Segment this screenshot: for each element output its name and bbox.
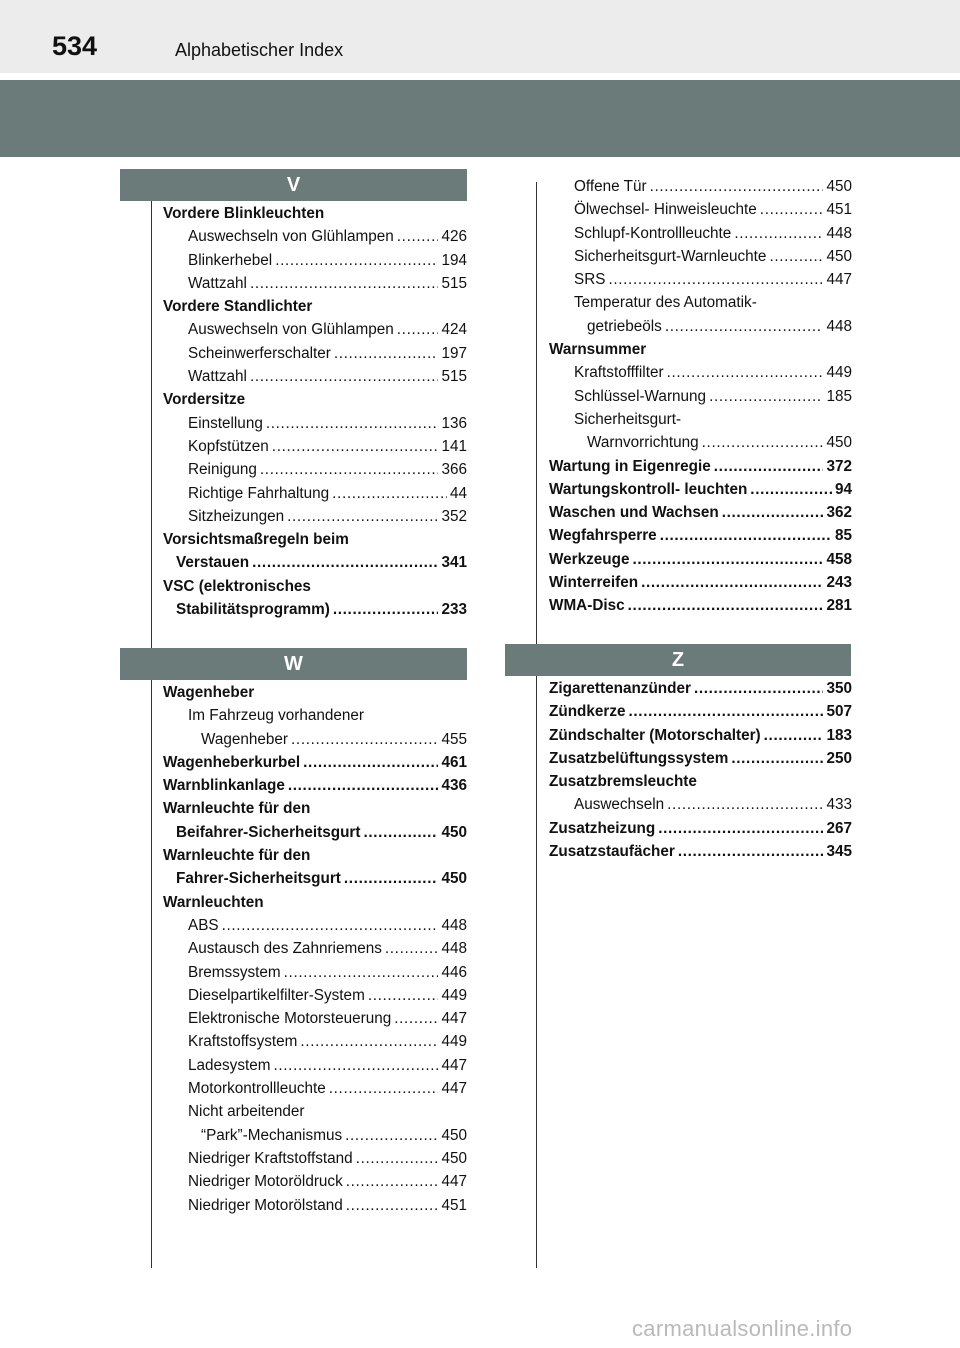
index-entry bbox=[163, 984, 467, 1007]
index-entry-page: 515 bbox=[441, 274, 467, 292]
index-entry-page: 243 bbox=[826, 574, 852, 592]
index-entry-page: 449 bbox=[441, 986, 467, 1004]
dot-leader bbox=[284, 961, 439, 984]
index-entry-term: Auswechseln von Glühlampen bbox=[188, 228, 394, 246]
index-entry-term: Waschen und Wachsen bbox=[549, 504, 719, 522]
dot-leader bbox=[709, 385, 823, 408]
page-header bbox=[0, 0, 960, 73]
index-entry bbox=[163, 272, 467, 295]
index-entry-term: Schlüssel-Warnung bbox=[574, 387, 707, 405]
index-entry bbox=[163, 961, 467, 984]
index-entry-page: 447 bbox=[441, 1173, 467, 1191]
index-entry bbox=[549, 198, 852, 221]
index-entry-term: Ölwechsel- Hinweisleuchte bbox=[574, 201, 757, 219]
dot-leader bbox=[346, 1170, 439, 1193]
index-entry-term: Reinigung bbox=[188, 461, 257, 479]
index-entry-page: 450 bbox=[441, 1149, 467, 1167]
dot-leader bbox=[667, 361, 824, 384]
dot-leader bbox=[641, 571, 823, 594]
index-entry-term: WMA-Disc bbox=[549, 597, 625, 615]
index-entry bbox=[163, 681, 467, 704]
dot-leader bbox=[658, 817, 823, 840]
index-entry-term: Scheinwerferschalter bbox=[188, 344, 331, 362]
index-entry-term: Sicherheitsgurt- bbox=[574, 410, 682, 428]
index-entry bbox=[549, 793, 852, 816]
dot-leader bbox=[628, 594, 824, 617]
index-entry-term: Winterreifen bbox=[549, 574, 639, 592]
dot-leader bbox=[394, 1007, 438, 1030]
index-entry-page: 448 bbox=[826, 224, 852, 242]
index-entry-page: 455 bbox=[441, 730, 467, 748]
index-entry-term: Elektronische Motorsteuerung bbox=[188, 1010, 392, 1028]
index-entry bbox=[163, 435, 467, 458]
index-entry-term: Wagenheber bbox=[201, 730, 289, 748]
index-entry bbox=[163, 728, 467, 751]
index-entry bbox=[163, 774, 467, 797]
index-entry-term: Vorsichtsmaßregeln beim bbox=[163, 531, 349, 549]
index-entry bbox=[163, 937, 467, 960]
index-entry-term: Motorkontrollleuchte bbox=[188, 1080, 326, 1098]
index-entry bbox=[163, 867, 467, 890]
index-entry-page: 507 bbox=[826, 703, 852, 721]
index-entry bbox=[163, 505, 467, 528]
index-entry-term: Ladesystem bbox=[188, 1056, 271, 1074]
index-entry bbox=[163, 1194, 467, 1217]
index-entry bbox=[163, 751, 467, 774]
dot-leader bbox=[300, 1030, 438, 1053]
dot-leader bbox=[303, 751, 438, 774]
index-entry-page: 450 bbox=[441, 870, 467, 888]
index-entry-page: 433 bbox=[826, 796, 852, 814]
index-entry-page: 250 bbox=[826, 749, 852, 767]
index-entry-term: Dieselpartikelfilter-System bbox=[188, 986, 365, 1004]
index-entry bbox=[163, 844, 467, 867]
section-header-z: Z bbox=[505, 644, 851, 676]
index-entry bbox=[163, 1147, 467, 1170]
index-entry bbox=[549, 524, 852, 547]
index-entry-page: 44 bbox=[449, 484, 467, 502]
dot-leader bbox=[344, 867, 439, 890]
index-entry-page: 515 bbox=[441, 368, 467, 386]
dot-leader bbox=[273, 1054, 438, 1077]
index-entry bbox=[549, 677, 852, 700]
dot-leader bbox=[760, 198, 824, 221]
dot-leader bbox=[346, 1194, 439, 1217]
dot-leader bbox=[363, 821, 438, 844]
dot-leader bbox=[660, 524, 832, 547]
index-entry bbox=[163, 1100, 467, 1123]
index-entry-term: Temperatur des Automatik- bbox=[574, 294, 757, 312]
dot-leader bbox=[722, 501, 824, 524]
index-entry-page: 448 bbox=[441, 916, 467, 934]
index-entry-term: Nicht arbeitender bbox=[188, 1103, 305, 1121]
dot-leader bbox=[694, 677, 824, 700]
index-entry-term: Zündschalter (Motorschalter) bbox=[549, 726, 761, 744]
index-entry-page: 94 bbox=[834, 480, 852, 498]
index-entry-page: 447 bbox=[441, 1056, 467, 1074]
index-entry-page: 352 bbox=[441, 507, 467, 525]
right-column-rule bbox=[536, 182, 537, 1268]
index-entry-term: Warnleuchten bbox=[163, 893, 264, 911]
dot-leader bbox=[334, 342, 439, 365]
index-entry bbox=[163, 821, 467, 844]
dot-leader bbox=[702, 431, 824, 454]
index-entry-term: Zigarettenanzünder bbox=[549, 680, 691, 697]
index-entry bbox=[549, 315, 852, 338]
dot-leader bbox=[678, 840, 824, 863]
index-entry-term: Wattzahl bbox=[188, 274, 247, 292]
section-header-v: V bbox=[120, 169, 467, 201]
index-list-w-right bbox=[549, 175, 852, 618]
index-entry-page: 197 bbox=[441, 344, 467, 362]
index-list-w-left bbox=[163, 681, 467, 1217]
index-entry bbox=[163, 704, 467, 727]
index-entry-term: Wartungskontroll- leuchten bbox=[549, 480, 748, 498]
index-entry bbox=[163, 342, 467, 365]
index-entry-page: 447 bbox=[441, 1080, 467, 1098]
dot-leader bbox=[332, 482, 447, 505]
left-column-rule bbox=[151, 200, 152, 1268]
dot-leader bbox=[731, 747, 823, 770]
index-entry bbox=[163, 1170, 467, 1193]
section-header-w: W bbox=[120, 648, 467, 680]
index-entry bbox=[549, 700, 852, 723]
index-entry bbox=[549, 548, 852, 571]
index-entry-term: Zusatzstaufächer bbox=[549, 843, 675, 861]
index-entry bbox=[549, 385, 852, 408]
dot-leader bbox=[260, 458, 439, 481]
index-entry bbox=[163, 914, 467, 937]
dot-leader bbox=[288, 774, 439, 797]
index-entry-term: “Park”-Mechanismus bbox=[201, 1126, 343, 1144]
index-entry-term: Auswechseln von Glühlampen bbox=[188, 321, 394, 339]
index-entry-term: Niedriger Motoröldruck bbox=[188, 1173, 343, 1191]
index-entry-page: 141 bbox=[441, 437, 467, 455]
index-entry bbox=[163, 1077, 467, 1100]
index-entry bbox=[163, 249, 467, 272]
index-entry-term: Offene Tür bbox=[574, 178, 647, 195]
index-entry-term: Wagenheberkurbel bbox=[163, 753, 301, 771]
index-entry bbox=[549, 747, 852, 770]
index-entry-term: Auswechseln bbox=[574, 796, 665, 814]
dot-leader bbox=[333, 598, 439, 621]
header-band bbox=[0, 80, 960, 157]
dot-leader bbox=[250, 272, 439, 295]
index-entry-term: Zündkerze bbox=[549, 703, 626, 721]
index-entry-term: Verstauen bbox=[176, 554, 250, 572]
index-entry bbox=[163, 891, 467, 914]
index-entry bbox=[163, 388, 467, 411]
dot-leader bbox=[667, 793, 823, 816]
dot-leader bbox=[356, 1147, 439, 1170]
index-entry-term: SRS bbox=[574, 271, 606, 289]
index-entry bbox=[163, 412, 467, 435]
index-entry bbox=[549, 724, 852, 747]
index-entry-page: 447 bbox=[826, 271, 852, 289]
index-entry-term: Schlupf-Kontrollleuchte bbox=[574, 224, 732, 242]
index-entry-term: Richtige Fahrhaltung bbox=[188, 484, 330, 502]
index-entry-page: 233 bbox=[441, 601, 467, 619]
index-entry-page: 449 bbox=[826, 364, 852, 382]
index-entry-page: 281 bbox=[826, 597, 852, 615]
index-entry-term: Niedriger Kraftstoffstand bbox=[188, 1149, 353, 1167]
watermark: carmanualsonline.info bbox=[632, 1316, 853, 1341]
index-entry bbox=[163, 551, 467, 574]
index-entry-term: Wartung in Eigenregie bbox=[549, 457, 711, 475]
dot-leader bbox=[397, 318, 439, 341]
index-entry bbox=[163, 598, 467, 621]
dot-leader bbox=[629, 700, 824, 723]
index-entry-page: 436 bbox=[441, 777, 467, 795]
index-entry-page: 450 bbox=[441, 1126, 467, 1144]
dot-leader bbox=[769, 245, 823, 268]
index-entry-term: Im Fahrzeug vorhandener bbox=[188, 707, 365, 725]
index-entry bbox=[163, 318, 467, 341]
dot-leader bbox=[222, 914, 439, 937]
dot-leader bbox=[266, 412, 439, 435]
index-entry-page: 426 bbox=[441, 228, 467, 246]
index-entry-term: Vordere Standlichter bbox=[163, 298, 313, 316]
index-entry-page: 194 bbox=[441, 251, 467, 269]
index-list-z bbox=[549, 677, 852, 863]
index-entry bbox=[549, 175, 852, 198]
index-entry bbox=[549, 361, 852, 384]
index-entry-term: Kraftstofffilter bbox=[574, 364, 664, 382]
dot-leader bbox=[608, 268, 823, 291]
index-entry-page: 183 bbox=[826, 726, 852, 744]
index-entry-term: Werkzeuge bbox=[549, 550, 630, 568]
index-entry-page: 451 bbox=[441, 1196, 467, 1214]
page-number: 534 bbox=[52, 31, 98, 61]
index-entry-term: Blinkerhebel bbox=[188, 251, 273, 269]
index-entry bbox=[549, 268, 852, 291]
index-entry-page: 185 bbox=[826, 387, 852, 405]
index-entry-page: 450 bbox=[826, 247, 852, 265]
index-entry-term: Warnleuchte für den bbox=[163, 800, 311, 818]
index-entry-term: Wegfahrsperre bbox=[549, 527, 657, 545]
index-entry-page: 450 bbox=[826, 178, 852, 195]
dot-leader bbox=[750, 478, 832, 501]
index-entry-term: Wattzahl bbox=[188, 368, 247, 386]
index-entry-page: 450 bbox=[441, 823, 467, 841]
index-entry bbox=[549, 817, 852, 840]
dot-leader bbox=[250, 365, 439, 388]
index-entry bbox=[549, 501, 852, 524]
index-entry bbox=[549, 222, 852, 245]
dot-leader bbox=[287, 505, 438, 528]
dot-leader bbox=[397, 225, 439, 248]
index-entry-term: Zusatzbelüftungssystem bbox=[549, 749, 729, 767]
index-entry-term: Beifahrer-Sicherheitsgurt bbox=[176, 823, 361, 841]
index-entry bbox=[163, 1030, 467, 1053]
index-entry bbox=[549, 770, 852, 793]
page-title: Alphabetischer Index bbox=[175, 40, 344, 60]
index-entry-page: 461 bbox=[441, 753, 467, 771]
index-entry-term: Stabilitätsprogramm) bbox=[176, 601, 330, 619]
index-entry-page: 350 bbox=[826, 680, 852, 697]
index-entry-term: Wagenheber bbox=[163, 684, 255, 701]
index-entry bbox=[549, 571, 852, 594]
dot-leader bbox=[275, 249, 438, 272]
index-entry bbox=[163, 1054, 467, 1077]
index-entry-page: 345 bbox=[826, 843, 852, 861]
index-entry bbox=[549, 840, 852, 863]
index-entry-term: Vordersitze bbox=[163, 391, 246, 409]
index-entry-page: 458 bbox=[826, 550, 852, 568]
index-entry-term: Warnblinkanlage bbox=[163, 777, 285, 795]
index-entry-page: 448 bbox=[441, 940, 467, 958]
index-entry bbox=[163, 458, 467, 481]
index-entry-term: Fahrer-Sicherheitsgurt bbox=[176, 870, 341, 888]
index-entry-term: Warnvorrichtung bbox=[587, 434, 699, 452]
dot-leader bbox=[368, 984, 439, 1007]
index-entry bbox=[549, 478, 852, 501]
dot-leader bbox=[345, 1124, 438, 1147]
index-entry-page: 372 bbox=[826, 457, 852, 475]
index-entry bbox=[163, 202, 467, 225]
index-entry-page: 450 bbox=[826, 434, 852, 452]
index-entry bbox=[163, 1007, 467, 1030]
index-entry-page: 85 bbox=[834, 527, 852, 545]
index-entry-term: ABS bbox=[188, 916, 219, 934]
index-entry-term: VSC (elektronisches bbox=[163, 577, 311, 595]
index-entry bbox=[549, 338, 852, 361]
index-entry-term: Kopfstützen bbox=[188, 437, 269, 455]
index-entry bbox=[163, 575, 467, 598]
index-entry bbox=[549, 431, 852, 454]
index-entry-term: Vordere Blinkleuchten bbox=[163, 205, 325, 222]
index-entry bbox=[549, 245, 852, 268]
index-list-v bbox=[163, 202, 467, 621]
index-entry bbox=[163, 225, 467, 248]
index-entry-page: 136 bbox=[441, 414, 467, 432]
index-entry bbox=[163, 482, 467, 505]
index-entry-page: 267 bbox=[826, 819, 852, 837]
dot-leader bbox=[385, 937, 439, 960]
dot-leader bbox=[272, 435, 439, 458]
index-entry-term: Zusatzbremsleuchte bbox=[549, 773, 697, 791]
index-entry bbox=[549, 594, 852, 617]
dot-leader bbox=[632, 548, 823, 571]
dot-leader bbox=[734, 222, 823, 245]
index-entry-page: 449 bbox=[441, 1033, 467, 1051]
index-entry bbox=[549, 455, 852, 478]
index-entry-term: Warnleuchte für den bbox=[163, 847, 311, 865]
index-entry bbox=[163, 365, 467, 388]
dot-leader bbox=[252, 551, 438, 574]
index-entry-term: Warnsummer bbox=[549, 341, 647, 359]
index-entry-page: 448 bbox=[826, 317, 852, 335]
index-entry-term: Sicherheitsgurt-Warnleuchte bbox=[574, 247, 767, 265]
dot-leader bbox=[291, 728, 438, 751]
index-entry-term: Austausch des Zahnriemens bbox=[188, 940, 382, 958]
index-entry-term: Bremssystem bbox=[188, 963, 281, 981]
index-entry bbox=[549, 408, 852, 431]
index-entry-term: Sitzheizungen bbox=[188, 507, 285, 525]
index-entry bbox=[163, 528, 467, 551]
index-entry-page: 446 bbox=[441, 963, 467, 981]
index-entry-page: 362 bbox=[826, 504, 852, 522]
index-entry-term: Niedriger Motorölstand bbox=[188, 1196, 343, 1214]
index-entry-page: 341 bbox=[441, 554, 467, 572]
index-entry-page: 447 bbox=[441, 1010, 467, 1028]
index-entry bbox=[549, 291, 852, 314]
index-entry bbox=[163, 1124, 467, 1147]
index-entry-term: Kraftstoffsystem bbox=[188, 1033, 298, 1051]
dot-leader bbox=[764, 724, 824, 747]
index-entry-term: getriebeöls bbox=[587, 317, 662, 335]
dot-leader bbox=[329, 1077, 439, 1100]
index-entry-term: Einstellung bbox=[188, 414, 263, 432]
index-entry-page: 424 bbox=[441, 321, 467, 339]
dot-leader bbox=[665, 315, 824, 338]
index-entry bbox=[163, 797, 467, 820]
dot-leader bbox=[650, 175, 824, 198]
index-entry-term: Zusatzheizung bbox=[549, 819, 656, 837]
index-entry bbox=[163, 295, 467, 318]
dot-leader bbox=[714, 455, 824, 478]
index-entry-page: 451 bbox=[826, 201, 852, 219]
index-entry-page: 366 bbox=[441, 461, 467, 479]
